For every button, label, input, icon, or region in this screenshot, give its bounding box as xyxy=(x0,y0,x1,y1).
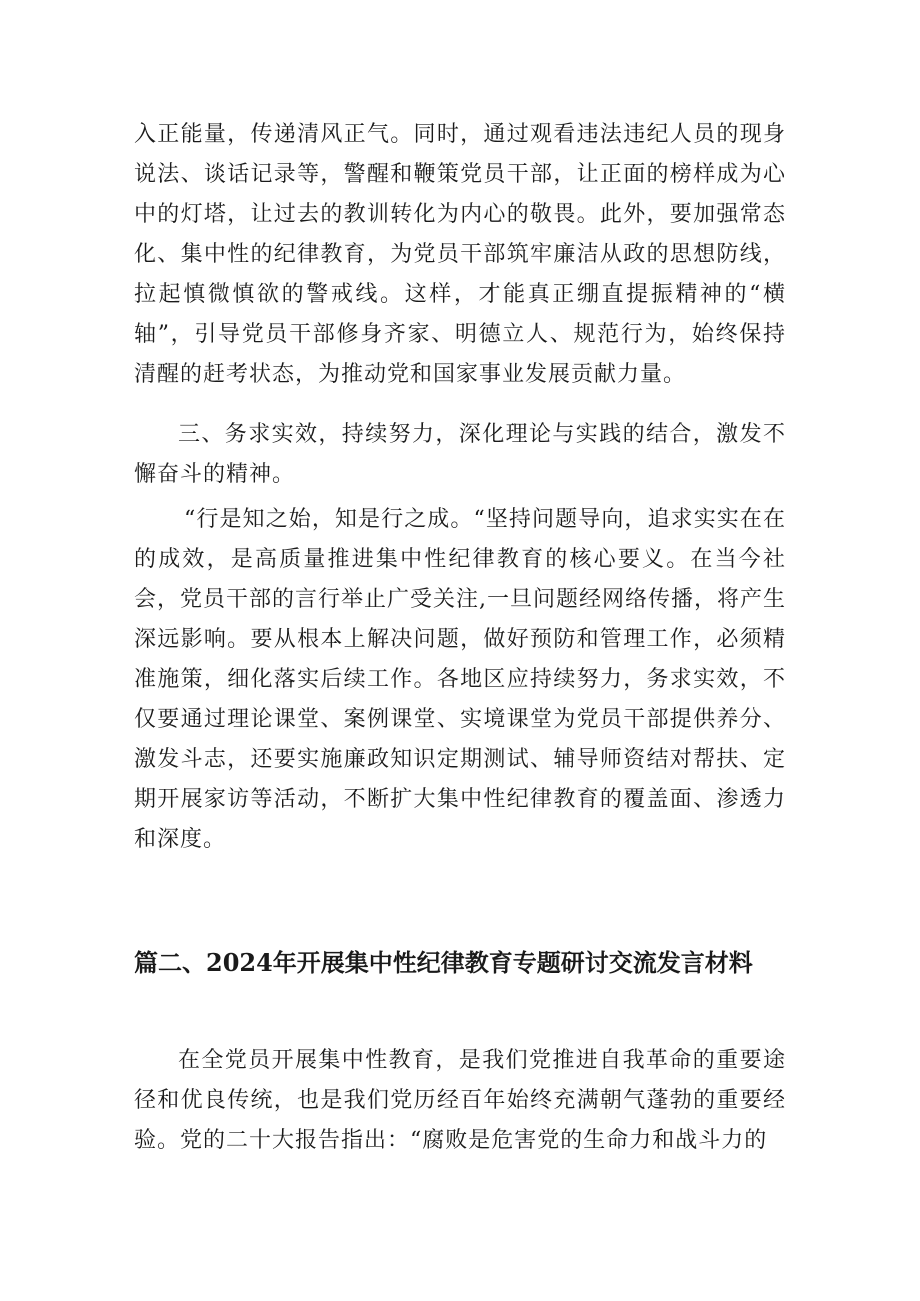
section-title: 篇二、2024年开展集中性纪律教育专题研讨交流发言材料 xyxy=(134,948,753,977)
paragraph-intro: 在全党员开展集中性教育，是我们党推进自我革命的重要途径和优良传统，也是我们党历经百年始终充满朝气蓬勃的重要经验。党的二十大报告指出：“腐败是危害党的生命力和战斗力的 xyxy=(134,1048,786,1153)
paragraph-point-three-heading: 三、务求实效，持续努力，深化理论与实践的结合，激发不懈奋斗的精神。 xyxy=(134,422,786,487)
paragraph-point-three-body: “行是知之始，知是行之成。“坚持问题导向，追求实实在在的成效，是高质量推进集中性纪律教育的核心要义。在当今社会，党员干部的言行举止广受关注,一旦问题经网络传播，将产生深远影响。要从根本上解决问题，做好预防和管理工作，必须精准施策，细化落实后续工作。各地区应持续努力，务求实效，不仅要通过理论课堂、案例课堂、实境课堂为党员干部提供养分、激发斗志，还要实施廉政知识定期测试、辅导师资结对帮扶、定期开展家访等活动，不断扩大集中性纪律教育的覆盖面、渗透力和深度。 xyxy=(134,507,786,852)
paragraph-continuation: 入正能量，传递清风正气。同时，通过观看违法违纪人员的现身说法、谈话记录等，警醒和鞭策党员干部，让正面的榜样成为心中的灯塔，让过去的教训转化为内心的敬畏。此外，要加强常态化、集中性的纪律教育，为党员干部筑牢廉洁从政的思想防线，拉起慎微慎欲的警戒线。这样，才能真正绷直提振精神的“横轴”，引导党员干部修身齐家、明德立人、规范行为，始终保持清醒的赶考状态，为推动党和国家事业发展贡献力量。 xyxy=(134,122,786,387)
